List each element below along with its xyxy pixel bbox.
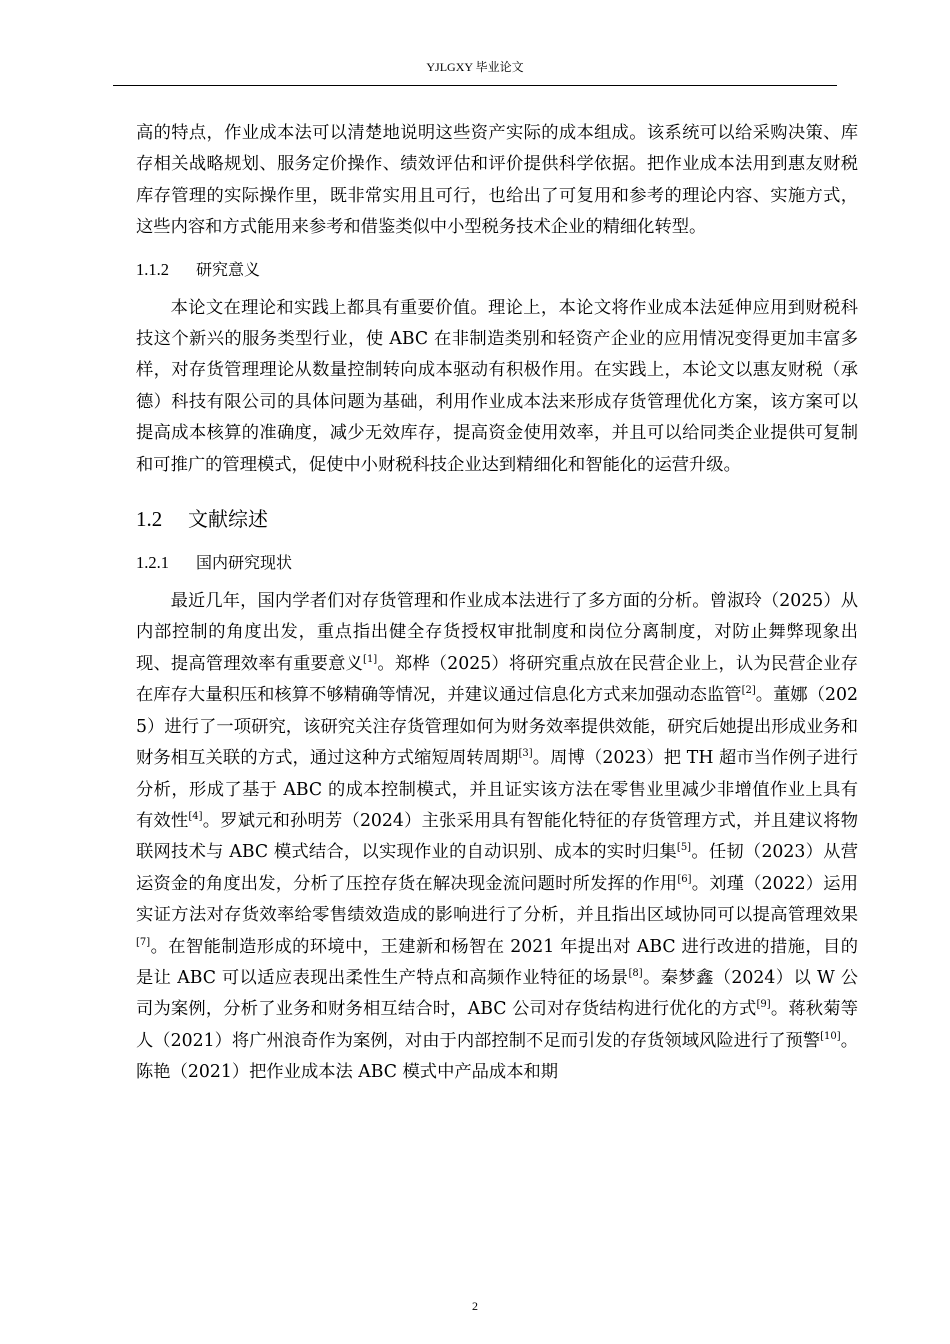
text-run: 。在智能制造形成的环境中，王建新和杨智在 2021 年提出对 ABC 进行改进的措施，目的是让 ABC 可以适应表现出柔性生产特点和高频作业特征的场景 (136, 936, 858, 988)
text-run: 。刘瑾（2022）运用实证方法对存货效率给零售绩效造成的影响进行了分析，并且指出区域协同可以提高管理效果 (136, 873, 858, 926)
citation-3: [3] (518, 748, 533, 760)
citation-9: [9] (756, 999, 771, 1011)
section-number: 1.2 (136, 507, 163, 532)
paragraph-research-significance: 本论文在理论和实践上都具有重要价值。理论上，本论文将作业成本法延伸应用到财税科技这个新兴的服务类型行业，使 ABC 在非制造类别和轻资产企业的应用情况变得更加丰富多样，对存货管理理论从数量控制转向成本驱动有积极作用。在实践上，本论文以惠友财税（承德）科技有限公司的具体问题为基础，利用作业成本法来形成存货管理优化方案，该方案可以提高成本核算的准确度，减少无效库存，提高资金使用效率，并且可以给同类企业提供可复制和可推广的管理模式，促使中小财税科技企业达到精细化和智能化的运营升级。 (136, 297, 858, 475)
text-run: 。郑桦（2025）将研究重点放在民营企业上，认为民营企业存在库存大量积压和核算不够精确等情况，并建议通过信息化方式来加强动态监管 (136, 653, 858, 706)
running-header: YJLGXY 毕业论文 (426, 60, 524, 74)
paragraph-continued: 高的特点，作业成本法可以清楚地说明这些资产实际的成本组成。该系统可以给采购决策、库存相关战略规划、服务定价操作、绩效评估和评价提供科学依据。把作业成本法用到惠友财税库存管理的实际操作里，既非常实用且可行，也给出了可复用和参考的理论内容、实施方式，这些内容和方式能用来参考和借鉴类似中小型税务技术企业的精细化转型。 (136, 123, 858, 238)
section-number: 1.2.1 (136, 553, 169, 573)
citation-4: [4] (188, 810, 203, 822)
text-run: 。罗斌元和孙明芳（2024）主张采用具有智能化特征的存货管理方式，并且建议将物联网技术与 ABC 模式结合，以实现作业的自动识别、成本的实时归集 (136, 810, 858, 863)
section-heading-1-2 (136, 504, 858, 534)
section-title: 文献综述 (188, 507, 268, 532)
page-body (136, 118, 858, 1089)
citation-6: [6] (677, 873, 692, 885)
text-run: 。任韧（2023）从营运资金的角度出发，分析了压控存货在解决现金流问题时所发挥的作用 (136, 842, 858, 894)
citation-1: [1] (363, 653, 378, 665)
citation-7: [7] (136, 936, 151, 948)
citation-2: [2] (741, 685, 756, 697)
paragraph-domestic-research (136, 586, 858, 1089)
text-run: 。蒋秋菊等人（2021）将广州浪奇作为案例，对由于内部控制不足而引发的存货领域风险进行了预警 (136, 999, 858, 1051)
text-run: 。秦梦鑫（2024）以 W 公司为案例，分析了业务和财务相互结合时，ABC 公司对存货结构进行优化的方式 (136, 967, 858, 1020)
page-number: 2 (472, 1299, 478, 1313)
section-number: 1.1.2 (136, 259, 169, 279)
text-run: 。董娜（2025）进行了一项研究，该研究关注存货管理如何为财务效率提供效能，研究后她提出形成业务和财务相互关联的方式，通过这种方式缩短周转周期 (136, 685, 858, 769)
section-title: 国内研究现状 (196, 553, 293, 573)
citation-10: [10] (820, 1030, 841, 1042)
text-run: 。周博（2023）把 TH 超市当作例子进行分析，形成了基于 ABC 的成本控制模式，并且证实该方法在零售业里减少非增值作业上具有有效性 (136, 748, 858, 831)
header-rule (113, 85, 837, 86)
section-title: 研究意义 (196, 259, 261, 279)
text-run: 最近几年，国内学者们对存货管理和作业成本法进行了多方面的分析。曾淑玲（2025）从内部控制的角度出发，重点指出健全存货授权审批制度和岗位分离制度，对防止舞弊现象出现、提高管理效率有重要意义 (136, 591, 858, 674)
citation-8: [8] (628, 967, 643, 979)
text-run: 。陈艳（2021）把作业成本法 ABC 模式中产品成本和期 (136, 1030, 858, 1083)
citation-5: [5] (676, 842, 692, 854)
section-heading-1-2-1 (136, 551, 858, 575)
section-heading-1-1-2 (136, 258, 858, 282)
